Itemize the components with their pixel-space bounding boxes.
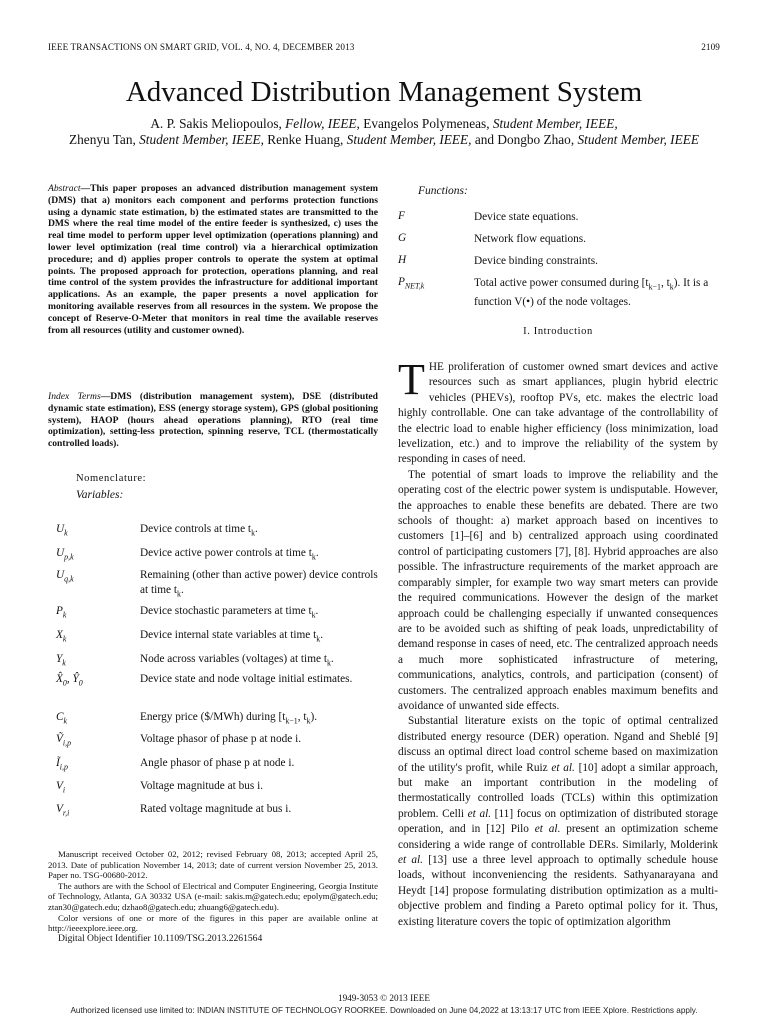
function-symbol: $P_{NET,k}$ — [398, 276, 425, 291]
index-terms-label: Index Terms — [48, 391, 101, 402]
abstract-text: —This paper proposes an advanced distribution management system (DMS) that a) monitors each component and performs protection functions using a dynamic state estimation, b) the estimated states are transmitted to the DMS where the real time model of the entire feeder is synthesized, c) uses the real time model to perform upper level optimization (operations planning) and lower level optimization (real time control) via a hierarchical optimization procedure; and d) applies proper controls to operate the system at optimal points. The proposed approach for protection, operations planning, and real time control of the system provides the infrastructure for additional important applications. As an example, the paper presents a novel application for monitoring available reserves from all resources in the system. We propose the concept of Reserve-O-Meter that monitors in real time the available reserves from all resources (utility and customer owned). — [48, 183, 378, 336]
functions-heading: Functions: — [418, 185, 468, 197]
author-name: Zhenyu Tan, — [69, 132, 136, 147]
function-description: Device binding constraints. — [474, 255, 598, 267]
variable-description: Device internal state variables at time $t_k$. — [140, 629, 324, 644]
variable-symbol: $Ĩ_{i,p}$ — [56, 757, 68, 772]
index-terms-text: —DMS (distribution management system), DSE (distributed dynamic state estimation), ESS (energy storage system), GPS (global positioning system), HAOP (hours ahead operations planning), RTO (real time optimization), setting-less protection, spinning reserve, TCL (thermostatically controlled loads). — [48, 391, 378, 450]
drop-cap: T — [398, 355, 425, 404]
variable-description: Node across variables (voltages) at time $t_k$. — [140, 653, 334, 668]
intro-paragraph-1: THE proliferation of customer owned smart devices and active resources such as smart appliances, plugin hybrid electric vehicles (PHEVs), rooftop PVs, etc. makes the electric load highly controllable. One can take advantage of the controllability of the electric load to enable higher efficiency (loss minimization, load levelization, etc.) and to improve the reliability of the system by responding in cases of need. — [398, 355, 718, 466]
page-number: 2109 — [701, 42, 720, 52]
variable-symbol: $V_{r,i}$ — [56, 803, 70, 818]
author-name: Evangelos Polymeneas, — [363, 116, 490, 131]
function-symbol: F — [398, 210, 405, 222]
variable-symbol: Ṽ$_{i,p}$ — [56, 733, 72, 748]
variable-symbol: $U_{p,k}$ — [56, 547, 74, 562]
footnote-received: Manuscript received October 02, 2012; revised February 08, 2013; accepted April 25, 2013. Date of publication November 14, 2013; date of current version November 25, 2013. Paper no. TSG-00680-2012. — [48, 849, 378, 881]
variable-description: Angle phasor of phase p at node i. — [140, 757, 295, 769]
journal-header: IEEE TRANSACTIONS ON SMART GRID, VOL. 4, NO. 4, DECEMBER 2013 — [48, 42, 355, 52]
function-symbol: H — [398, 254, 407, 266]
introduction-body — [398, 355, 719, 930]
author-name: A. P. Sakis Meliopoulos, — [150, 116, 282, 131]
author-role: Student Member, IEEE, — [346, 132, 472, 147]
issn-copyright: 1949-3053 © 2013 IEEE — [338, 993, 430, 1003]
variable-symbol: $V_i$ — [56, 780, 66, 795]
paper-title: Advanced Distribution Management System — [125, 76, 643, 108]
variable-description: Device controls at time $t_k$. — [140, 523, 258, 538]
variables-list — [56, 522, 380, 822]
author-role: Fellow, IEEE, — [285, 116, 360, 131]
footnote-affiliation: The authors are with the School of Electrical and Computer Engineering, Georgia Institute of Technology, Atlanta, GA 30332 USA (e-mail: sakis.m@gatech.edu; epolym@gatech.edu; ztan30@gatech.edu; dzhao8@gatech.edu; zhuang6@gatech.edu). — [48, 880, 378, 912]
author-role: Student Member, IEEE, — [139, 132, 264, 147]
intro-paragraph-3: Substantial literature exists on the topic of optimal centralized distributed energy resource (DER) operation. Ngand and Sheblé [9] discuss an optimal direct load control scheme based on maximization of the utility's profit, while Ruiz et al. [10] adopt a similar approach, but make an important contribution in the modeling of thermostatically controlled loads (TCLs) within this optimization problem. Celli et al. [11] focus on optimization of distributed storage operation, and in [12] Pilo et al. present an optimization scheme considering a wide range of controllable DERs. Similarly, Molderink et al. [13] use a three level approach to optimally schedule house loads, without inconveniencing the residents. Sathyanarayana and Heydt [14] propose formulating distribution optimization as a multi-objective problem and finding a Pareto optimal policy for it. Thus, existing literature covers the topic of optimization algorithm — [398, 715, 719, 928]
function-description: Total active power consumed during [$t_{k-1}$, $t_k$). It is a function V(•) of the node voltages. — [474, 277, 709, 308]
variable-symbol: $U_{q,k}$ — [56, 569, 74, 584]
variable-description: Device active power controls at time $t_k$. — [140, 547, 319, 562]
variable-symbol: $U_k$ — [56, 523, 68, 538]
author-role: Student Member, IEEE, — [492, 116, 618, 131]
variable-description: Device state and node voltage initial estimates. — [140, 673, 353, 685]
footnotes — [48, 849, 378, 944]
author-name: Renke Huang, — [267, 132, 344, 147]
variable-symbol: $X̂_0$, $Ŷ_0$ — [56, 673, 83, 688]
license-notice: Authorized licensed use limited to: INDIAN INSTITUTE OF TECHNOLOGY ROORKEE. Downloaded on June 04,2022 at 13:13:17 UTC from IEEE Xplore. Restrictions apply. — [70, 1006, 698, 1015]
nomenclature-heading: Nomenclature: — [76, 473, 147, 484]
abstract — [48, 183, 378, 336]
variable-description: Rated voltage magnitude at bus i. — [140, 803, 292, 815]
variables-heading: Variables: — [76, 489, 124, 501]
authors-line-2 — [0, 132, 768, 148]
variable-symbol: $C_k$ — [56, 711, 68, 726]
variable-symbol: $Y_k$ — [56, 653, 66, 668]
section-heading-introduction: I. Introduction — [523, 326, 593, 337]
variable-symbol: $X_k$ — [56, 629, 67, 644]
variable-symbol: $P_k$ — [56, 605, 67, 620]
author-role: Student Member, IEEE — [577, 132, 699, 147]
variable-description: Remaining (other than active power) device controls at time $t_k$. — [140, 569, 378, 598]
variable-description: Voltage phasor of phase p at node i. — [140, 733, 302, 745]
variable-description: Voltage magnitude at bus i. — [140, 780, 264, 792]
footnote-color: Color versions of one or more of the figures in this paper are available online at http://ieeexplore.ieee.org. — [48, 912, 378, 934]
variable-description: Energy price ($/MWh) during [$t_{k-1}$, $t_k$). — [140, 711, 318, 726]
index-terms — [48, 391, 378, 450]
variable-description: Device stochastic parameters at time $t_k$. — [140, 605, 319, 620]
intro-paragraph-2: The potential of smart loads to improve the reliability and the operating cost of the electric power system is undisputable. However, the approaches to enable these benefits are debated. There are two schools of thought: a) market approach based on incentives to customers [1]–[6] and b) centralized approach using coordinated control of participating customers [7], [8]. Hybrid approaches are also possible. The infrastructure requirements of the market approach are comparably simpler, for example two way smart meters can provide the required communications. However the design of the market approach could be challenging especially if unwanted consequences are to be avoided such as shifting of peak loads, unpredictability of demand response in cases of need, etc. The centralized approach needs a much more sophisticated infrastructure of metering, communications, analytics, controls, and participation (consent) of customers. The centralized approach enables maximum benefits and avoidance of unwanted side effects. — [398, 468, 718, 712]
function-description: Device state equations. — [474, 211, 579, 223]
authors-line-1 — [0, 116, 768, 132]
function-symbol: G — [398, 232, 407, 244]
functions-list — [398, 210, 718, 310]
footnote-doi: Digital Object Identifier 10.1109/TSG.2013.2261564 — [58, 932, 263, 944]
function-description: Network flow equations. — [474, 233, 587, 245]
abstract-label: Abstract — [48, 183, 81, 194]
author-name: and Dongbo Zhao, — [474, 132, 575, 147]
